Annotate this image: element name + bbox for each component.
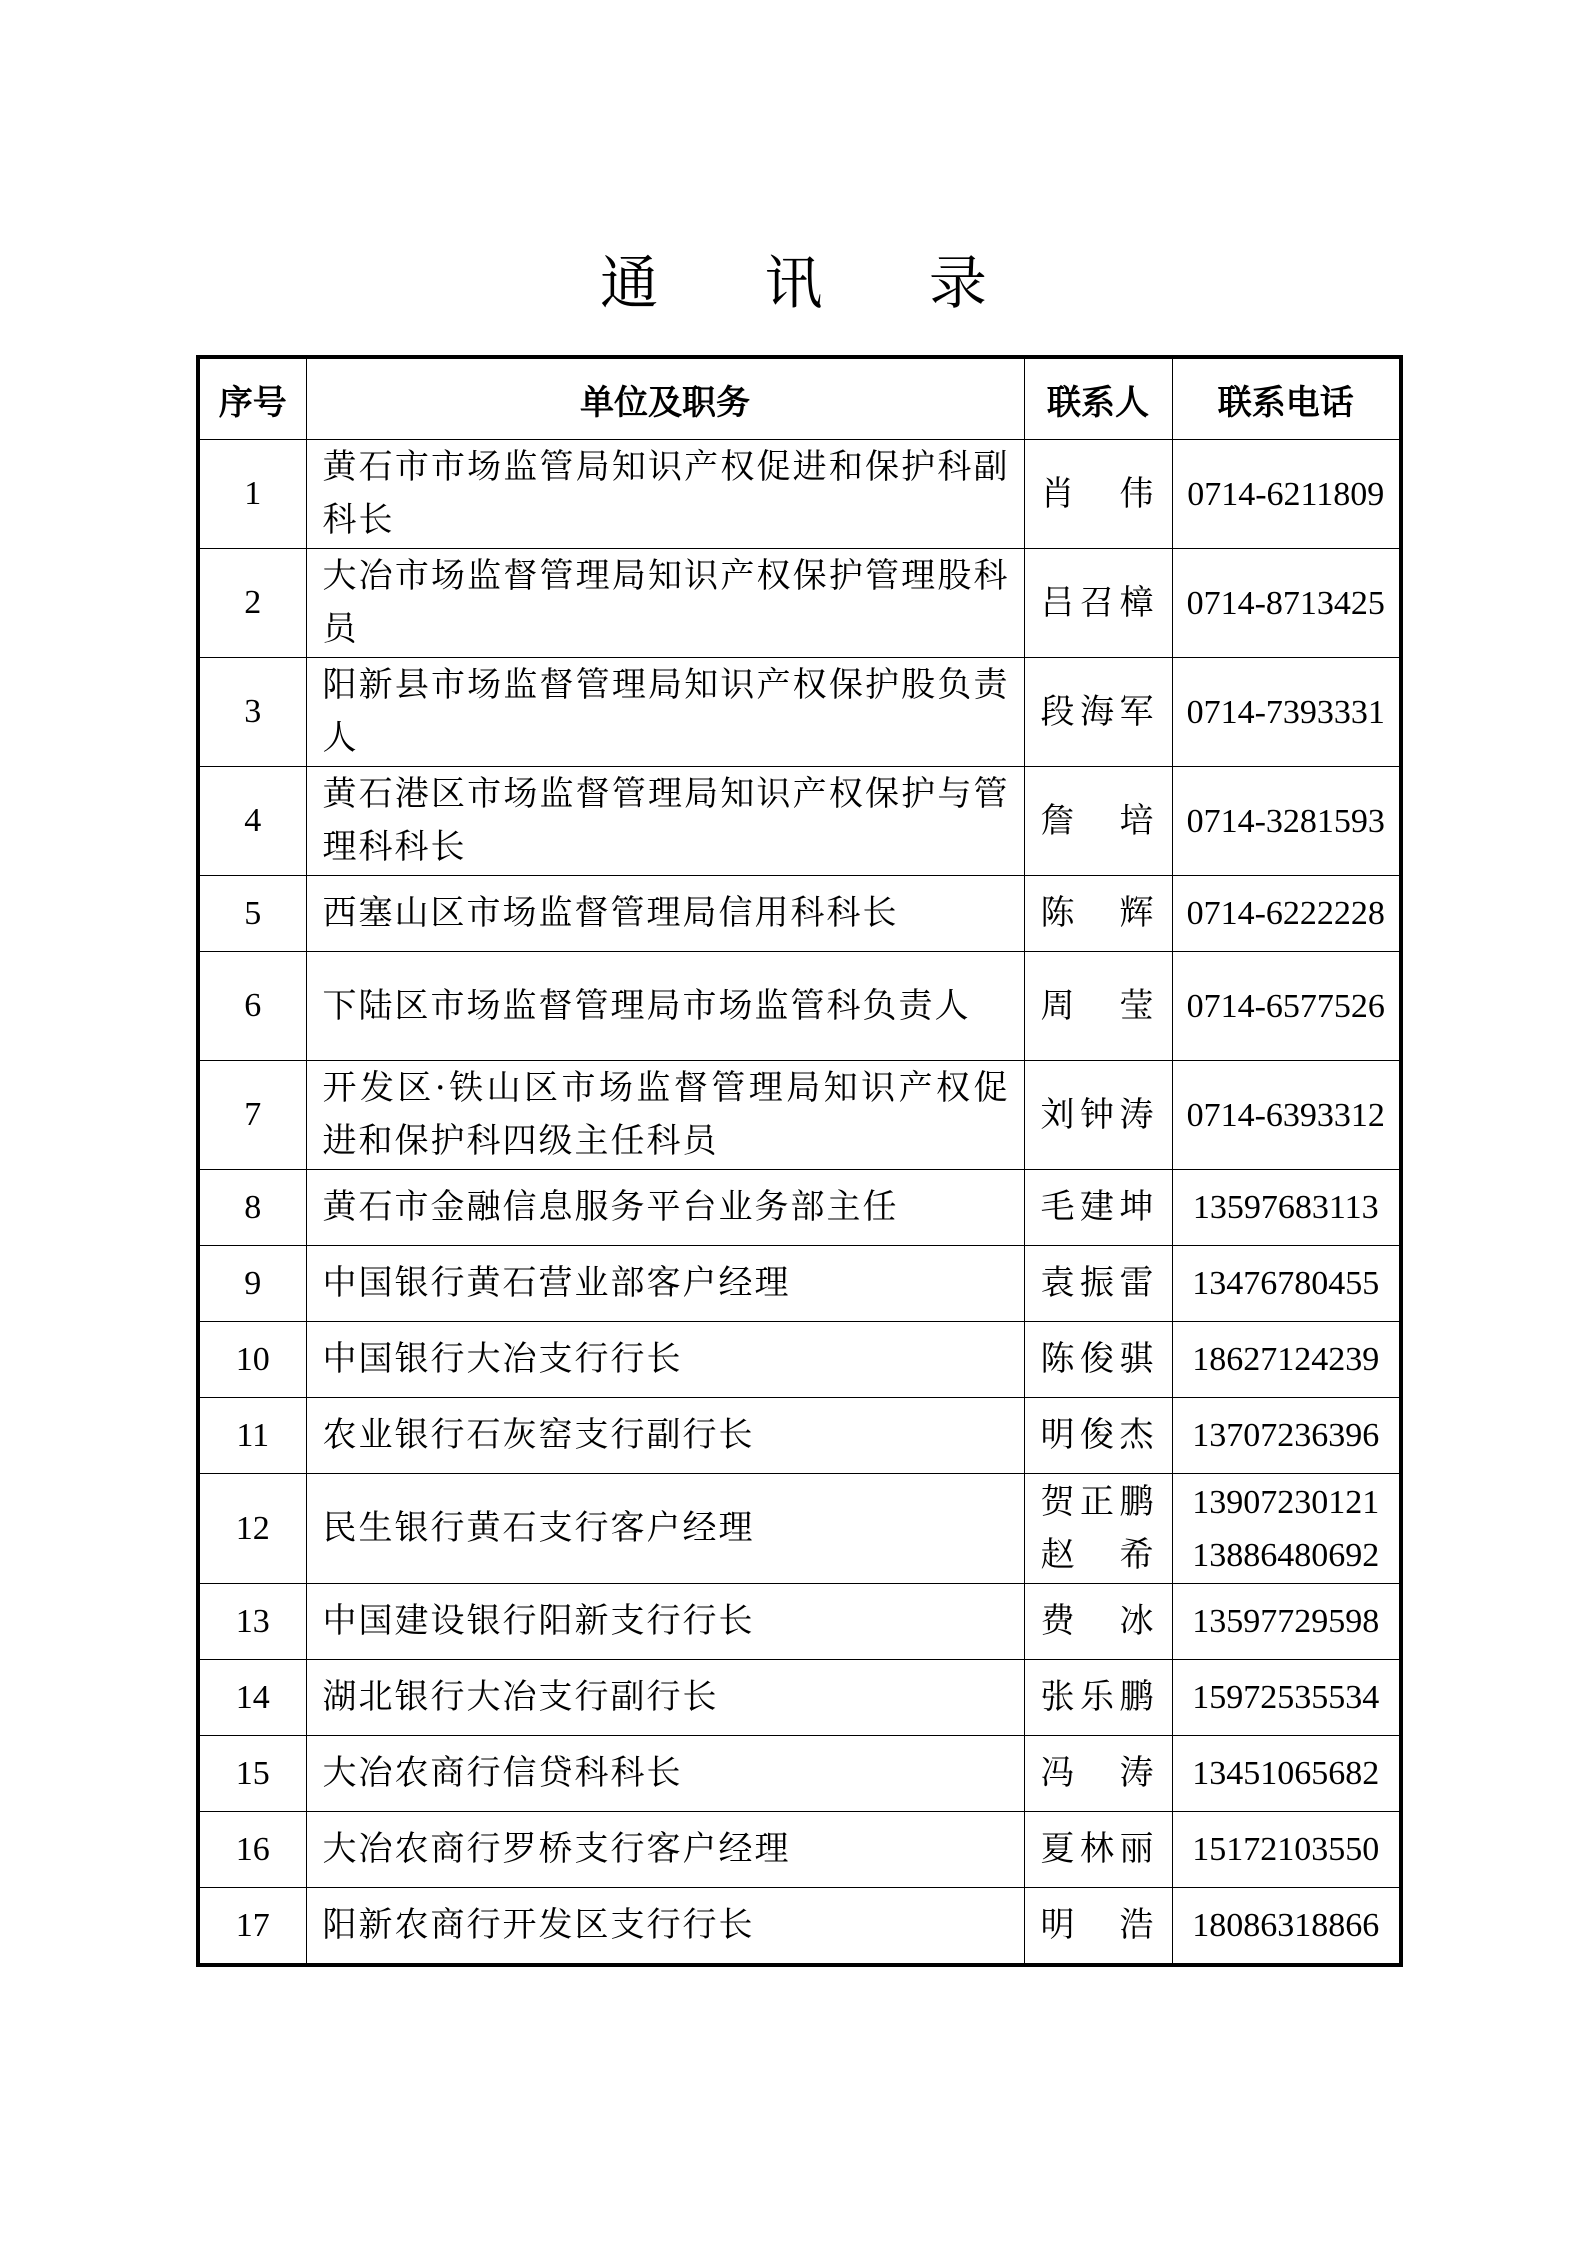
row-index: 3 (198, 658, 306, 767)
contact-person-name: 冯 涛 (1040, 1753, 1154, 1793)
phone-number: 0714-6222228 (1186, 895, 1385, 932)
row-phone (1172, 767, 1401, 876)
phone-number: 0714-8713425 (1186, 584, 1385, 622)
table-row (198, 1474, 1401, 1584)
table-row (198, 1170, 1401, 1246)
row-organization: 大冶市场监督管理局知识产权保护管理股科员 (306, 549, 1024, 658)
row-organization: 中国银行黄石营业部客户经理 (306, 1246, 1024, 1322)
row-index: 17 (198, 1888, 306, 1966)
row-organization: 中国银行大冶支行行长 (306, 1322, 1024, 1398)
row-phone (1172, 1474, 1401, 1584)
row-index: 9 (198, 1246, 306, 1322)
phone-number: 13886480692 (1192, 1536, 1380, 1574)
row-organization: 黄石市市场监管局知识产权促进和保护科副科长 (306, 440, 1024, 549)
row-organization: 农业银行石灰窑支行副行长 (306, 1398, 1024, 1474)
phone-number: 13476780455 (1192, 1265, 1380, 1302)
contact-person-name: 詹 培 (1040, 800, 1154, 841)
table-row (198, 1061, 1401, 1170)
row-contact-person (1024, 876, 1172, 952)
table-row (198, 440, 1401, 549)
row-contact-person (1024, 952, 1172, 1061)
table-row (198, 658, 1401, 767)
phone-number: 18627124239 (1192, 1341, 1380, 1378)
row-organization: 湖北银行大冶支行副行长 (306, 1660, 1024, 1736)
contact-directory-table (196, 355, 1403, 1967)
phone-number: 15972535534 (1192, 1679, 1380, 1716)
contact-person-name: 周 莹 (1040, 985, 1154, 1026)
table-row (198, 767, 1401, 876)
row-contact-person (1024, 658, 1172, 767)
row-contact-person (1024, 1660, 1172, 1736)
row-phone (1172, 658, 1401, 767)
row-organization: 开发区·铁山区市场监督管理局知识产权促进和保护科四级主任科员 (306, 1061, 1024, 1170)
contact-person-name: 贺正鹏 (1040, 1481, 1154, 1522)
header-row (198, 357, 1401, 440)
phone-number: 13707236396 (1192, 1417, 1380, 1454)
row-contact-person (1024, 1246, 1172, 1322)
row-index: 4 (198, 767, 306, 876)
row-organization: 黄石港区市场监督管理局知识产权保护与管理科科长 (306, 767, 1024, 876)
phone-number: 13597683113 (1192, 1189, 1379, 1226)
table-row (198, 876, 1401, 952)
row-organization: 阳新农商行开发区支行行长 (306, 1888, 1024, 1966)
table-row (198, 549, 1401, 658)
table-row (198, 1736, 1401, 1812)
contact-person-name: 明 浩 (1040, 1905, 1154, 1945)
phone-number: 13597729598 (1192, 1603, 1380, 1640)
row-contact-person (1024, 1584, 1172, 1660)
table-row (198, 1660, 1401, 1736)
phone-number: 13451065682 (1192, 1755, 1380, 1792)
phone-number: 13907230121 (1192, 1483, 1380, 1521)
contact-person-name: 张乐鹏 (1040, 1677, 1154, 1717)
contact-person-name: 陈俊骐 (1040, 1339, 1154, 1379)
row-organization: 黄石市金融信息服务平台业务部主任 (306, 1170, 1024, 1246)
row-contact-person (1024, 1812, 1172, 1888)
row-contact-person (1024, 767, 1172, 876)
table-header (198, 357, 1401, 440)
table-row (198, 952, 1401, 1061)
row-contact-person (1024, 1474, 1172, 1584)
row-contact-person (1024, 1736, 1172, 1812)
row-contact-person (1024, 440, 1172, 549)
row-organization: 下陆区市场监督管理局市场监管科负责人 (306, 952, 1024, 1061)
row-index: 15 (198, 1736, 306, 1812)
row-phone (1172, 1736, 1401, 1812)
row-organization: 大冶农商行罗桥支行客户经理 (306, 1812, 1024, 1888)
row-organization: 大冶农商行信贷科科长 (306, 1736, 1024, 1812)
row-index: 11 (198, 1398, 306, 1474)
contact-person-name: 吕召樟 (1040, 582, 1154, 623)
phone-number: 18086318866 (1192, 1907, 1380, 1944)
header-organization: 单位及职务 (306, 357, 1024, 440)
contact-person-name: 费 冰 (1040, 1601, 1154, 1641)
row-index: 16 (198, 1812, 306, 1888)
row-phone (1172, 876, 1401, 952)
contact-person-name: 刘钟涛 (1040, 1094, 1154, 1135)
row-phone (1172, 549, 1401, 658)
row-phone (1172, 1660, 1401, 1736)
phone-number: 0714-7393331 (1186, 693, 1385, 731)
header-index: 序号 (198, 357, 306, 440)
row-contact-person (1024, 1170, 1172, 1246)
phone-number: 0714-3281593 (1186, 802, 1385, 840)
row-index: 10 (198, 1322, 306, 1398)
table-body (198, 440, 1401, 1966)
row-contact-person (1024, 1061, 1172, 1170)
phone-number: 0714-6211809 (1187, 475, 1385, 513)
contact-person-name: 毛建坤 (1040, 1187, 1154, 1227)
row-phone (1172, 440, 1401, 549)
row-contact-person (1024, 1888, 1172, 1966)
row-organization: 西塞山区市场监督管理局信用科科长 (306, 876, 1024, 952)
row-index: 7 (198, 1061, 306, 1170)
table-row (198, 1398, 1401, 1474)
row-organization: 民生银行黄石支行客户经理 (306, 1474, 1024, 1584)
row-contact-person (1024, 1322, 1172, 1398)
row-index: 14 (198, 1660, 306, 1736)
contact-person-name: 夏林丽 (1040, 1829, 1154, 1869)
table-row (198, 1246, 1401, 1322)
row-contact-person (1024, 1398, 1172, 1474)
row-phone (1172, 1584, 1401, 1660)
row-organization: 中国建设银行阳新支行行长 (306, 1584, 1024, 1660)
row-index: 6 (198, 952, 306, 1061)
contact-person-name: 明俊杰 (1040, 1415, 1154, 1455)
contact-person-name: 段海军 (1040, 691, 1154, 732)
header-contact-person: 联系人 (1024, 357, 1172, 440)
row-contact-person (1024, 549, 1172, 658)
phone-number: 15172103550 (1192, 1831, 1380, 1868)
row-index: 13 (198, 1584, 306, 1660)
table-row (198, 1584, 1401, 1660)
row-phone (1172, 1061, 1401, 1170)
row-index: 5 (198, 876, 306, 952)
table-row (198, 1812, 1401, 1888)
phone-number: 0714-6393312 (1186, 1096, 1385, 1134)
row-phone (1172, 1888, 1401, 1966)
row-index: 2 (198, 549, 306, 658)
page-title: 通 讯 录 (600, 249, 1031, 317)
row-phone (1172, 1322, 1401, 1398)
table-row (198, 1888, 1401, 1966)
contact-person-name: 陈 辉 (1040, 893, 1154, 933)
row-index: 1 (198, 440, 306, 549)
phone-number: 0714-6577526 (1186, 987, 1385, 1025)
contact-person-name: 袁振雷 (1040, 1263, 1154, 1303)
row-index: 12 (198, 1474, 306, 1584)
header-phone: 联系电话 (1172, 357, 1401, 440)
contact-person-name: 赵 希 (1040, 1534, 1154, 1575)
row-phone (1172, 952, 1401, 1061)
row-phone (1172, 1170, 1401, 1246)
row-index: 8 (198, 1170, 306, 1246)
row-phone (1172, 1246, 1401, 1322)
row-phone (1172, 1812, 1401, 1888)
row-phone (1172, 1398, 1401, 1474)
table-row (198, 1322, 1401, 1398)
contact-person-name: 肖 伟 (1040, 473, 1154, 514)
row-organization: 阳新县市场监督管理局知识产权保护股负责人 (306, 658, 1024, 767)
